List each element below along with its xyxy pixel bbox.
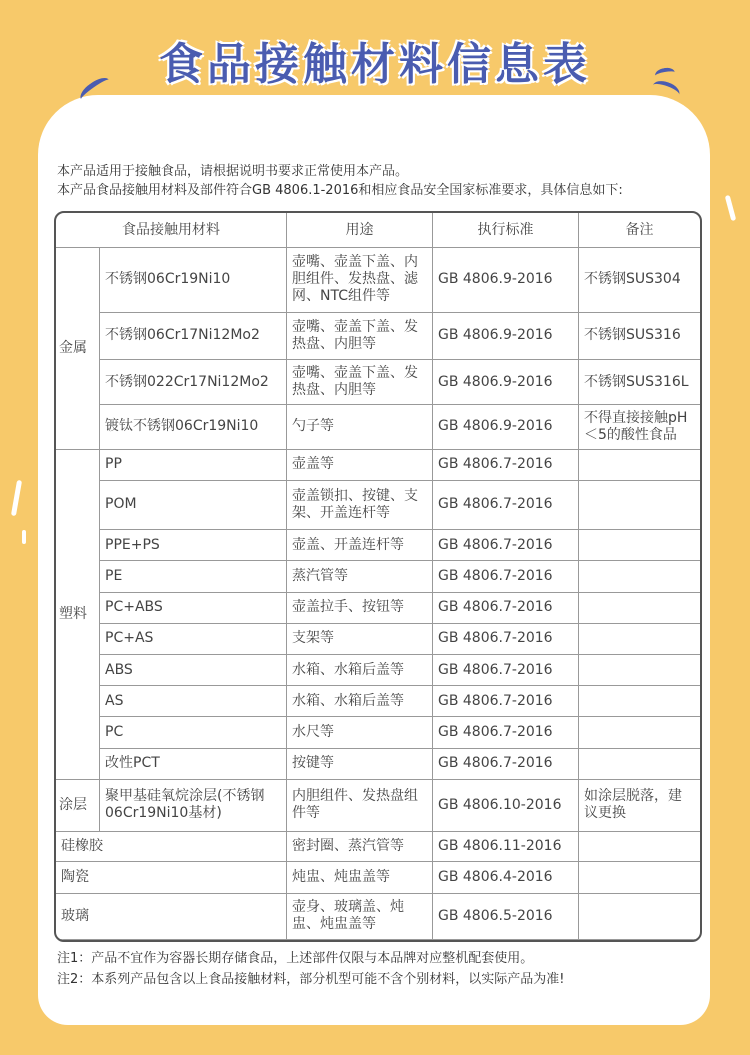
- table-row: [56, 717, 700, 748]
- use-cell: 水箱、水箱后盖等: [287, 654, 433, 685]
- note-cell: [579, 623, 701, 654]
- note-cell: [579, 717, 701, 748]
- page-title: 食品接触材料信息表: [159, 39, 591, 90]
- note-cell: [579, 449, 701, 480]
- material-table-container: [54, 211, 702, 942]
- use-cell: 内胆组件、发热盘组件等: [287, 779, 433, 831]
- material-cell: PC: [100, 717, 287, 748]
- use-cell: 壶嘴、壶盖下盖、内胆组件、发热盘、滤网、NTC组件等: [287, 248, 433, 312]
- decorative-stroke: [22, 530, 26, 544]
- header-use: 用途: [287, 213, 433, 248]
- material-table: [56, 213, 700, 940]
- footer-note-1: 注1：产品不宜作为容器长期存储食品，上述部件仅限与本品牌对应整机配套使用。: [57, 951, 534, 966]
- intro-line-1: 本产品适用于接触食品，请根据说明书要求正常使用本产品。: [57, 164, 409, 179]
- use-cell: 水尺等: [287, 717, 433, 748]
- use-cell: 水箱、水箱后盖等: [287, 686, 433, 717]
- footer-note-2: 注2：本系列产品包含以上食品接触材料，部分机型可能不含个别材料，以实际产品为准!: [57, 972, 565, 987]
- table-row: [56, 832, 700, 862]
- material-cell: 改性PCT: [100, 748, 287, 779]
- decorative-stroke: [11, 480, 22, 516]
- standard-cell: GB 4806.7-2016: [433, 530, 579, 561]
- footer-notes: [57, 948, 717, 990]
- standard-cell: GB 4806.7-2016: [433, 623, 579, 654]
- material-cell: POM: [100, 480, 287, 529]
- use-cell: 壶身、玻璃盖、炖盅、炖盅盖等: [287, 893, 433, 940]
- header-standard: 执行标准: [433, 213, 579, 248]
- use-cell: 壶盖等: [287, 449, 433, 480]
- use-cell: 炖盅、炖盅盖等: [287, 862, 433, 893]
- standard-cell: GB 4806.9-2016: [433, 405, 579, 449]
- use-cell: 壶嘴、壶盖下盖、发热盘、内胆等: [287, 312, 433, 359]
- material-cell: PP: [100, 449, 287, 480]
- standard-cell: GB 4806.9-2016: [433, 248, 579, 312]
- note-cell: [579, 686, 701, 717]
- table-row: [56, 748, 700, 779]
- header-material: 食品接触用材料: [56, 213, 287, 248]
- standard-cell: GB 4806.7-2016: [433, 654, 579, 685]
- standard-cell: GB 4806.7-2016: [433, 592, 579, 623]
- use-cell: 支架等: [287, 623, 433, 654]
- table-row: [56, 561, 700, 592]
- note-cell: 不锈钢SUS316L: [579, 359, 701, 404]
- note-cell: [579, 832, 701, 862]
- material-cell: ABS: [100, 654, 287, 685]
- use-cell: 壶盖锁扣、按键、支架、开盖连杆等: [287, 480, 433, 529]
- group-silicone: 硅橡胶: [56, 832, 287, 862]
- note-cell: [579, 862, 701, 893]
- standard-cell: GB 4806.7-2016: [433, 449, 579, 480]
- table-row: [56, 893, 700, 940]
- intro-text: [57, 162, 717, 200]
- standard-cell: GB 4806.11-2016: [433, 832, 579, 862]
- note-cell: 不锈钢SUS304: [579, 248, 701, 312]
- material-cell: 聚甲基硅氧烷涂层(不锈钢06Cr19Ni10基材): [100, 779, 287, 831]
- use-cell: 勺子等: [287, 405, 433, 449]
- table-row: [56, 623, 700, 654]
- note-cell: [579, 893, 701, 940]
- standard-cell: GB 4806.7-2016: [433, 480, 579, 529]
- intro-line-2: 本产品食品接触用材料及部件符合GB 4806.1-2016和相应食品安全国家标准要求，具体信息如下:: [57, 183, 623, 198]
- standard-cell: GB 4806.7-2016: [433, 717, 579, 748]
- table-row: [56, 449, 700, 480]
- table-row: [56, 654, 700, 685]
- use-cell: 壶盖、开盖连杆等: [287, 530, 433, 561]
- material-cell: AS: [100, 686, 287, 717]
- material-cell: 镀钛不锈钢06Cr19Ni10: [100, 405, 287, 449]
- decorative-stroke: [725, 195, 737, 221]
- material-cell: 不锈钢022Cr17Ni12Mo2: [100, 359, 287, 404]
- material-cell: PC+AS: [100, 623, 287, 654]
- group-plastic: 塑料: [56, 449, 100, 779]
- table-row: [56, 405, 700, 449]
- table-row: [56, 530, 700, 561]
- standard-cell: GB 4806.9-2016: [433, 312, 579, 359]
- standard-cell: GB 4806.7-2016: [433, 686, 579, 717]
- table-row: [56, 480, 700, 529]
- use-cell: 密封圈、蒸汽管等: [287, 832, 433, 862]
- standard-cell: GB 4806.7-2016: [433, 748, 579, 779]
- group-coating: 涂层: [56, 779, 100, 831]
- material-cell: PC+ABS: [100, 592, 287, 623]
- standard-cell: GB 4806.10-2016: [433, 779, 579, 831]
- note-cell: [579, 654, 701, 685]
- note-cell: [579, 748, 701, 779]
- table-row: [56, 862, 700, 893]
- standard-cell: GB 4806.4-2016: [433, 862, 579, 893]
- table-row: [56, 779, 700, 831]
- group-metal: 金属: [56, 248, 100, 449]
- use-cell: 壶嘴、壶盖下盖、发热盘、内胆等: [287, 359, 433, 404]
- use-cell: 按键等: [287, 748, 433, 779]
- note-cell: 不锈钢SUS316: [579, 312, 701, 359]
- table-header-row: [56, 213, 700, 248]
- table-row: [56, 248, 700, 312]
- material-cell: 不锈钢06Cr19Ni10: [100, 248, 287, 312]
- use-cell: 蒸汽管等: [287, 561, 433, 592]
- header-note: 备注: [579, 213, 701, 248]
- material-cell: 不锈钢06Cr17Ni12Mo2: [100, 312, 287, 359]
- table-row: [56, 312, 700, 359]
- standard-cell: GB 4806.9-2016: [433, 359, 579, 404]
- group-ceramic: 陶瓷: [56, 862, 287, 893]
- standard-cell: GB 4806.7-2016: [433, 561, 579, 592]
- table-row: [56, 359, 700, 404]
- note-cell: [579, 480, 701, 529]
- material-cell: PPE+PS: [100, 530, 287, 561]
- note-cell: [579, 561, 701, 592]
- standard-cell: GB 4806.5-2016: [433, 893, 579, 940]
- note-cell: 如涂层脱落，建议更换: [579, 779, 701, 831]
- note-cell: [579, 530, 701, 561]
- table-row: [56, 686, 700, 717]
- table-row: [56, 592, 700, 623]
- use-cell: 壶盖拉手、按钮等: [287, 592, 433, 623]
- note-cell: [579, 592, 701, 623]
- note-cell: 不得直接接触pH＜5的酸性食品: [579, 405, 701, 449]
- group-glass: 玻璃: [56, 893, 287, 940]
- material-cell: PE: [100, 561, 287, 592]
